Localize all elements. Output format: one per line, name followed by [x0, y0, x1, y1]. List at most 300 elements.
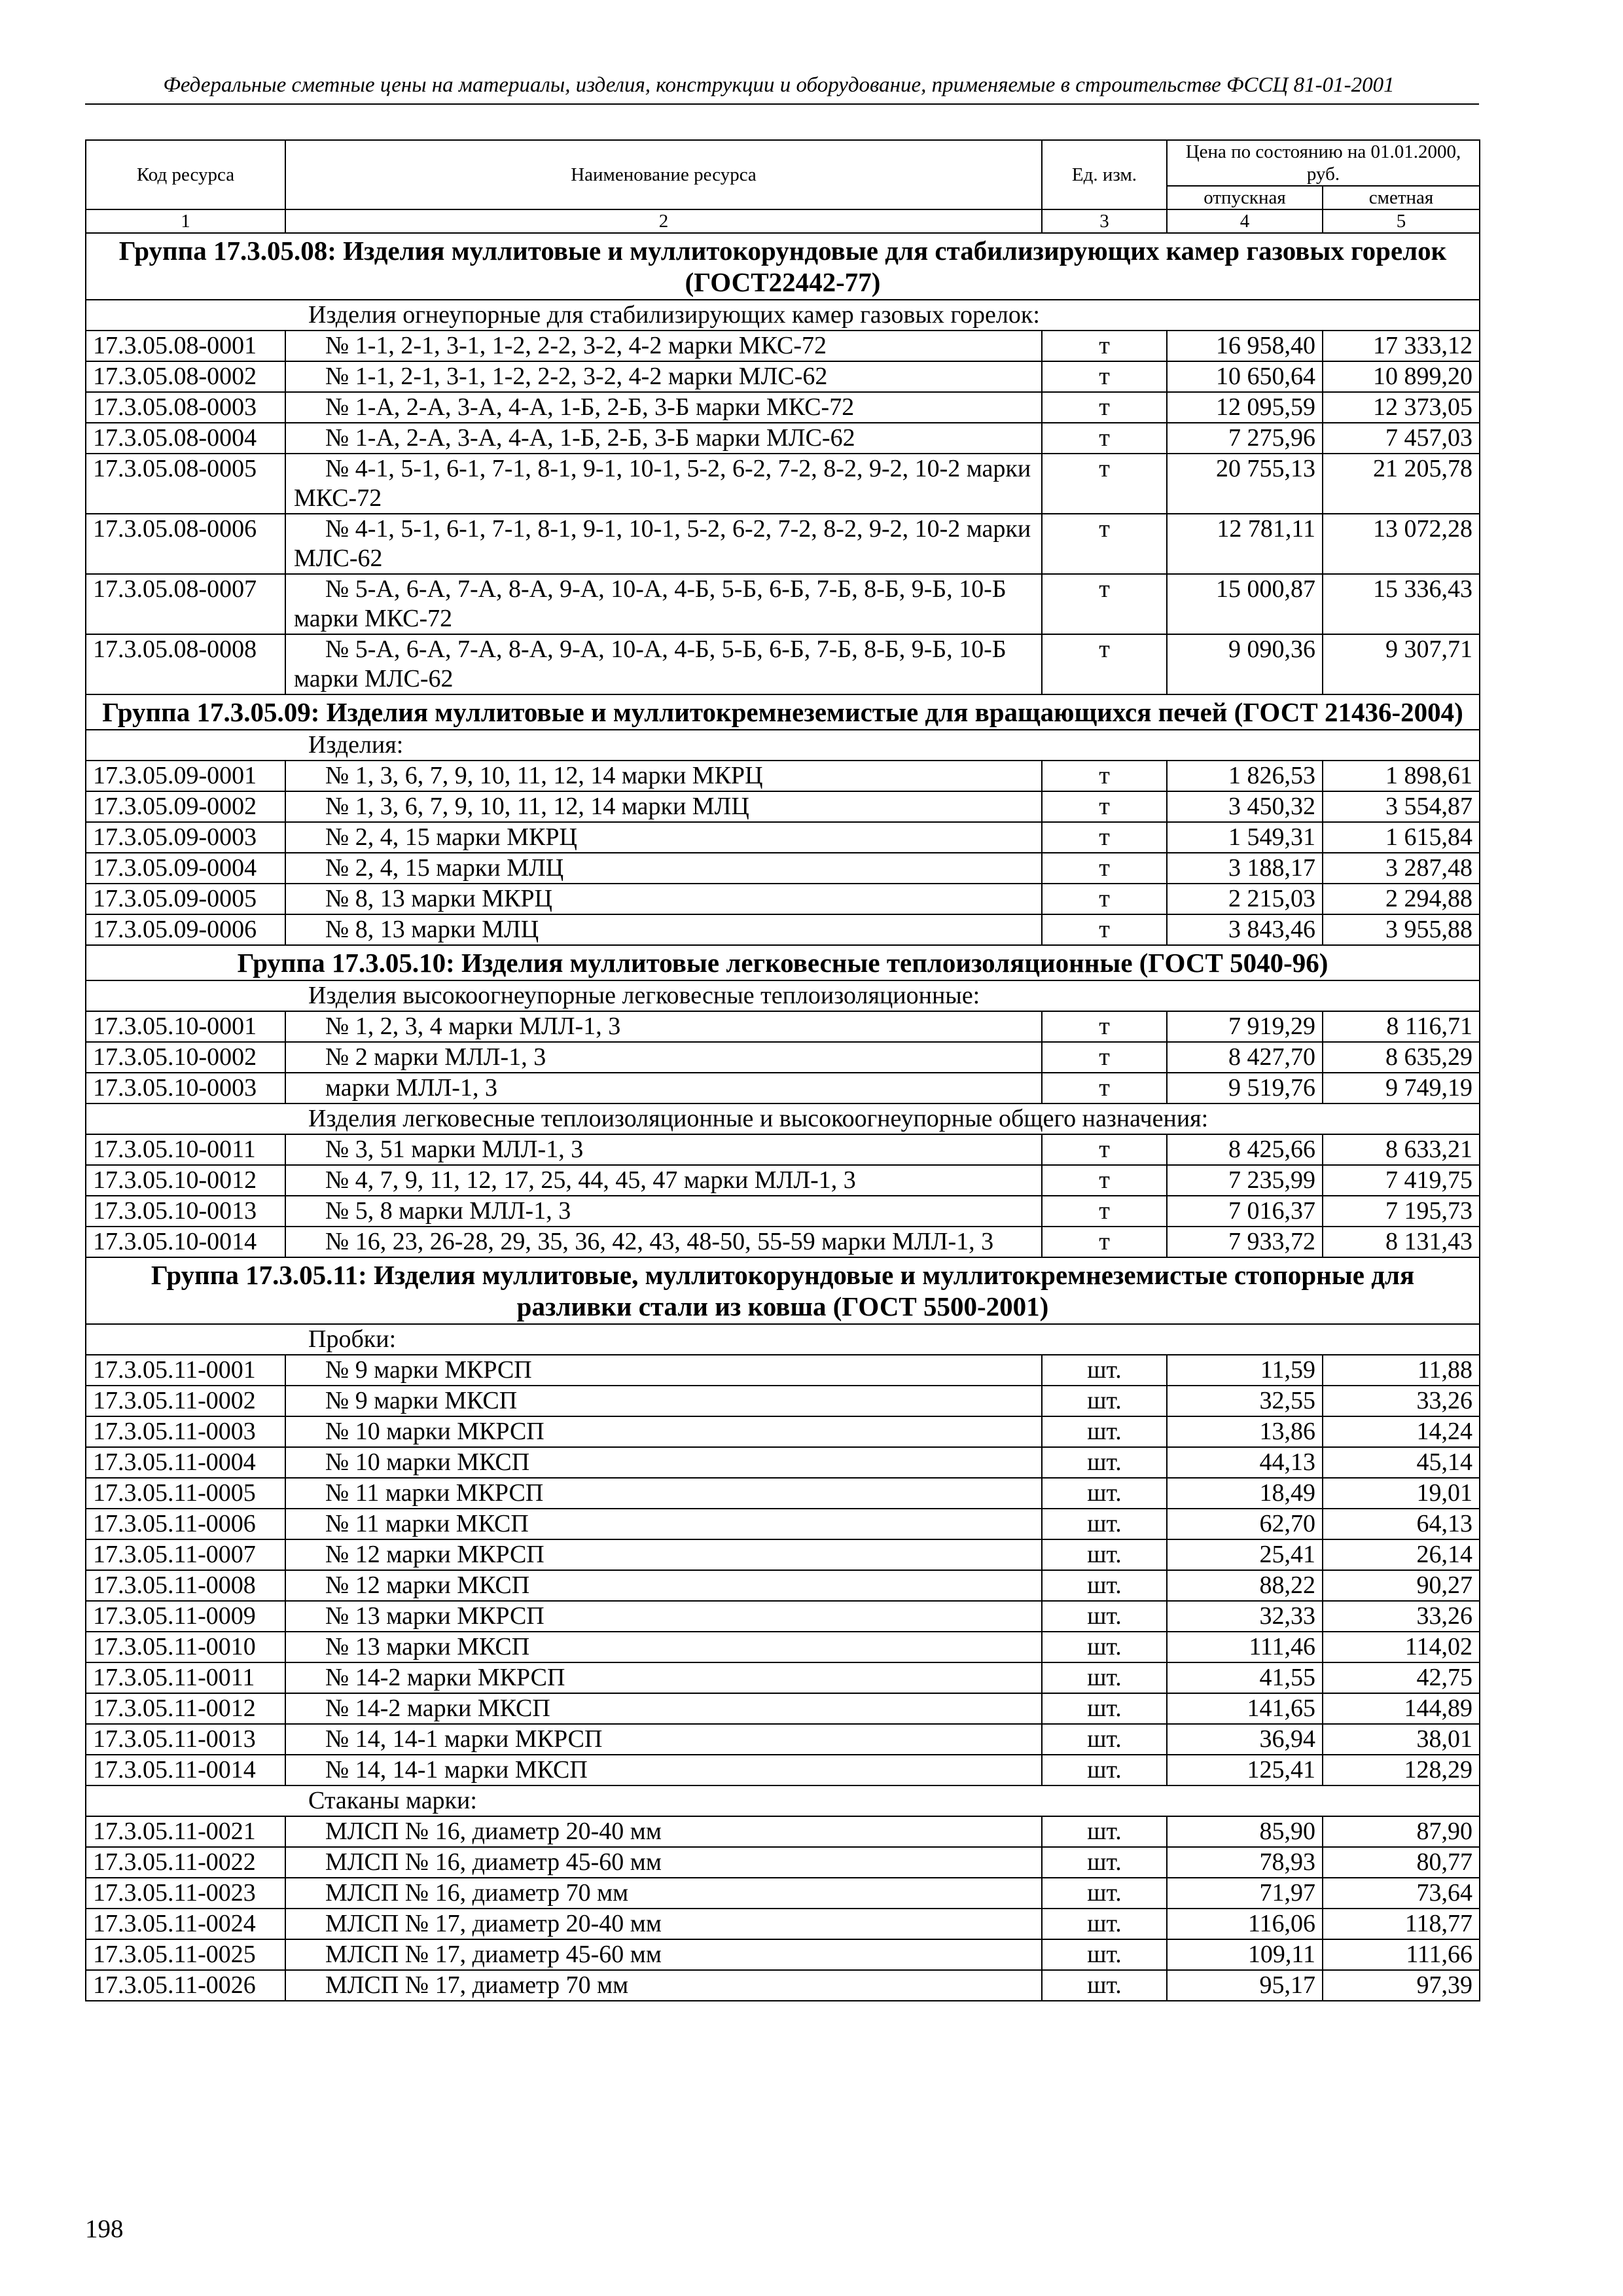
resource-name: [285, 514, 1042, 574]
resource-name-text: № 16, 23, 26-28, 29, 35, 36, 42, 43, 48-50, 55-59 марки МЛЛ-1, 3: [325, 1228, 994, 1255]
resource-code: 17.3.05.11-0008: [86, 1570, 285, 1601]
subgroup-spacer: [86, 980, 285, 1011]
release-price: 3 450,32: [1167, 791, 1323, 822]
table-row: [86, 1878, 1480, 1909]
table-row: [86, 361, 1480, 392]
resource-name-text: марки МЛЛ-1, 3: [325, 1074, 497, 1102]
group-title: Группа 17.3.05.08: Изделия муллитовые и муллитокорундовые для стабилизирующих камер газовых горелок (ГОСТ22442-77): [86, 233, 1480, 300]
estimate-price: 144,89: [1323, 1693, 1480, 1724]
table-row: [86, 1134, 1480, 1165]
subgroup-title: [285, 1324, 1480, 1355]
subgroup-title: [285, 1785, 1480, 1816]
resource-name: [285, 1386, 1042, 1416]
resource-name: [285, 1227, 1042, 1257]
resource-name: [285, 1632, 1042, 1662]
estimate-price: 8 633,21: [1323, 1134, 1480, 1165]
resource-name-text: № 14, 14-1 марки МКРСП: [325, 1725, 603, 1753]
page-number: 198: [85, 2215, 124, 2243]
resource-name-text: № 10 марки МКСП: [325, 1448, 530, 1476]
unit: шт.: [1042, 1447, 1167, 1478]
estimate-price: 118,77: [1323, 1909, 1480, 1939]
unit: шт.: [1042, 1601, 1167, 1632]
column-number: 5: [1323, 209, 1480, 233]
table-row: [86, 853, 1480, 884]
table-row: [86, 1662, 1480, 1693]
estimate-price: 114,02: [1323, 1632, 1480, 1662]
unit: т: [1042, 853, 1167, 884]
estimate-price: 64,13: [1323, 1509, 1480, 1539]
column-number: 2: [285, 209, 1042, 233]
resource-code: 17.3.05.11-0014: [86, 1755, 285, 1785]
resource-code: 17.3.05.11-0022: [86, 1847, 285, 1878]
release-price: 125,41: [1167, 1755, 1323, 1785]
unit: т: [1042, 1196, 1167, 1227]
unit: т: [1042, 574, 1167, 634]
price-table-body: [86, 233, 1480, 2001]
resource-name-text: № 1, 2, 3, 4 марки МЛЛ-1, 3: [325, 1013, 621, 1040]
column-header-release: отпускная: [1167, 186, 1323, 209]
unit: т: [1042, 884, 1167, 914]
group-row: [86, 1257, 1480, 1324]
estimate-price: 7 419,75: [1323, 1165, 1480, 1196]
group-row: [86, 694, 1480, 730]
subgroup-row: [86, 980, 1480, 1011]
page-header: Федеральные сметные цены на материалы, изделия, конструкции и оборудование, применяемые в строительстве ФССЦ 81-01-2001: [163, 73, 1395, 97]
estimate-price: 38,01: [1323, 1724, 1480, 1755]
release-price: 20 755,13: [1167, 454, 1323, 514]
subgroup-row: [86, 1324, 1480, 1355]
release-price: 16 958,40: [1167, 331, 1323, 361]
subgroup-spacer: [86, 1324, 285, 1355]
resource-code: 17.3.05.11-0021: [86, 1816, 285, 1847]
estimate-price: 8 131,43: [1323, 1227, 1480, 1257]
estimate-price: 87,90: [1323, 1816, 1480, 1847]
resource-code: 17.3.05.10-0012: [86, 1165, 285, 1196]
table-row: [86, 574, 1480, 634]
resource-name: [285, 1447, 1042, 1478]
resource-name-text: МЛСП № 16, диаметр 70 мм: [325, 1879, 629, 1907]
resource-name-text: № 2, 4, 15 марки МЛЦ: [325, 854, 564, 882]
table-row: [86, 392, 1480, 423]
unit: шт.: [1042, 1662, 1167, 1693]
release-price: 7 275,96: [1167, 423, 1323, 454]
table-row: [86, 1227, 1480, 1257]
resource-name-text: № 5-А, 6-А, 7-А, 8-А, 9-А, 10-А, 4-Б, 5-Б, 6-Б, 7-Б, 8-Б, 9-Б, 10-Б марки МКС-72: [294, 575, 1007, 632]
release-price: 7 919,29: [1167, 1011, 1323, 1042]
resource-name-text: № 14-2 марки МКСП: [325, 1695, 550, 1722]
resource-name-text: № 13 марки МКСП: [325, 1633, 530, 1660]
release-price: 78,93: [1167, 1847, 1323, 1878]
resource-code: 17.3.05.09-0002: [86, 791, 285, 822]
resource-code: 17.3.05.09-0003: [86, 822, 285, 853]
estimate-price: 11,88: [1323, 1355, 1480, 1386]
resource-name-text: № 9 марки МКСП: [325, 1387, 518, 1414]
estimate-price: 73,64: [1323, 1878, 1480, 1909]
resource-name-text: № 8, 13 марки МЛЦ: [325, 916, 539, 943]
table-row: [86, 1693, 1480, 1724]
unit: т: [1042, 361, 1167, 392]
release-price: 32,55: [1167, 1386, 1323, 1416]
resource-name-text: МЛСП № 17, диаметр 70 мм: [325, 1971, 629, 1999]
resource-code: 17.3.05.11-0026: [86, 1970, 285, 2001]
group-title: Группа 17.3.05.09: Изделия муллитовые и муллитокремнеземистые для вращающихся печей (ГОСТ 21436-2004): [86, 694, 1480, 730]
estimate-price: 9 307,71: [1323, 634, 1480, 694]
estimate-price: 3 955,88: [1323, 914, 1480, 945]
unit: шт.: [1042, 1478, 1167, 1509]
estimate-price: 8 116,71: [1323, 1011, 1480, 1042]
resource-name: [285, 791, 1042, 822]
estimate-price: 2 294,88: [1323, 884, 1480, 914]
release-price: 9 519,76: [1167, 1073, 1323, 1103]
estimate-price: 17 333,12: [1323, 331, 1480, 361]
table-row: [86, 884, 1480, 914]
unit: т: [1042, 454, 1167, 514]
resource-name: [285, 1509, 1042, 1539]
resource-name-text: № 3, 51 марки МЛЛ-1, 3: [325, 1136, 584, 1163]
unit: т: [1042, 1073, 1167, 1103]
resource-code: 17.3.05.11-0013: [86, 1724, 285, 1755]
table-row: [86, 423, 1480, 454]
estimate-price: 33,26: [1323, 1386, 1480, 1416]
resource-code: 17.3.05.10-0003: [86, 1073, 285, 1103]
resource-name-text: МЛСП № 17, диаметр 45-60 мм: [325, 1941, 662, 1968]
resource-name-text: МЛСП № 17, диаметр 20-40 мм: [325, 1910, 662, 1937]
resource-code: 17.3.05.08-0006: [86, 514, 285, 574]
table-row: [86, 1847, 1480, 1878]
table-row: [86, 822, 1480, 853]
release-price: 15 000,87: [1167, 574, 1323, 634]
estimate-price: 7 457,03: [1323, 423, 1480, 454]
release-price: 1 549,31: [1167, 822, 1323, 853]
table-row: [86, 761, 1480, 791]
estimate-price: 111,66: [1323, 1939, 1480, 1970]
resource-name: [285, 1570, 1042, 1601]
header-rule: [85, 103, 1479, 105]
resource-code: 17.3.05.09-0006: [86, 914, 285, 945]
unit: т: [1042, 514, 1167, 574]
table-row: [86, 1165, 1480, 1196]
resource-code: 17.3.05.10-0001: [86, 1011, 285, 1042]
resource-name-text: № 11 марки МКРСП: [325, 1479, 544, 1507]
resource-code: 17.3.05.09-0005: [86, 884, 285, 914]
subgroup-row: [86, 730, 1480, 761]
unit: шт.: [1042, 1724, 1167, 1755]
column-header-name: Наименование ресурса: [285, 140, 1042, 209]
estimate-price: 26,14: [1323, 1539, 1480, 1570]
estimate-price: 12 373,05: [1323, 392, 1480, 423]
table-row: [86, 1447, 1480, 1478]
resource-name-text: № 9 марки МКРСП: [325, 1356, 532, 1384]
resource-name-text: № 14-2 марки МКРСП: [325, 1664, 565, 1691]
subgroup-title-text: Пробки:: [308, 1325, 397, 1353]
resource-name-text: № 5-А, 6-А, 7-А, 8-А, 9-А, 10-А, 4-Б, 5-Б, 6-Б, 7-Б, 8-Б, 9-Б, 10-Б марки МЛС-62: [294, 636, 1007, 692]
estimate-price: 42,75: [1323, 1662, 1480, 1693]
estimate-price: 7 195,73: [1323, 1196, 1480, 1227]
group-row: [86, 945, 1480, 980]
resource-code: 17.3.05.09-0004: [86, 853, 285, 884]
column-header-code: Код ресурса: [86, 140, 285, 209]
resource-name: [285, 423, 1042, 454]
subgroup-title: [285, 300, 1480, 331]
resource-name: [285, 1724, 1042, 1755]
table-row: [86, 331, 1480, 361]
subgroup-title: [285, 1103, 1480, 1134]
unit: т: [1042, 791, 1167, 822]
resource-name: [285, 634, 1042, 694]
release-price: 12 095,59: [1167, 392, 1323, 423]
resource-code: 17.3.05.11-0009: [86, 1601, 285, 1632]
resource-code: 17.3.05.08-0002: [86, 361, 285, 392]
release-price: 8 425,66: [1167, 1134, 1323, 1165]
table-row: [86, 1355, 1480, 1386]
estimate-price: 10 899,20: [1323, 361, 1480, 392]
table-row: [86, 1509, 1480, 1539]
release-price: 62,70: [1167, 1509, 1323, 1539]
release-price: 12 781,11: [1167, 514, 1323, 574]
column-header-estimate: сметная: [1323, 186, 1480, 209]
table-row: [86, 1970, 1480, 2001]
group-title: Группа 17.3.05.10: Изделия муллитовые легковесные теплоизоляционные (ГОСТ 5040-96): [86, 945, 1480, 980]
resource-name: [285, 1196, 1042, 1227]
unit: т: [1042, 634, 1167, 694]
estimate-price: 1 898,61: [1323, 761, 1480, 791]
subgroup-title: [285, 730, 1480, 761]
resource-code: 17.3.05.10-0011: [86, 1134, 285, 1165]
resource-code: 17.3.05.11-0024: [86, 1909, 285, 1939]
unit: шт.: [1042, 1509, 1167, 1539]
estimate-price: 33,26: [1323, 1601, 1480, 1632]
resource-name: [285, 884, 1042, 914]
column-number: 4: [1167, 209, 1323, 233]
unit: шт.: [1042, 1355, 1167, 1386]
estimate-price: 9 749,19: [1323, 1073, 1480, 1103]
resource-name-text: № 1, 3, 6, 7, 9, 10, 11, 12, 14 марки МКРЦ: [325, 762, 763, 789]
resource-name: [285, 1755, 1042, 1785]
release-price: 109,11: [1167, 1939, 1323, 1970]
unit: т: [1042, 1011, 1167, 1042]
estimate-price: 90,27: [1323, 1570, 1480, 1601]
estimate-price: 14,24: [1323, 1416, 1480, 1447]
release-price: 7 235,99: [1167, 1165, 1323, 1196]
column-number: 3: [1042, 209, 1167, 233]
unit: т: [1042, 423, 1167, 454]
resource-name-text: № 12 марки МКРСП: [325, 1541, 544, 1568]
table-row: [86, 1632, 1480, 1662]
table-row: [86, 1386, 1480, 1416]
table-row: [86, 1478, 1480, 1509]
resource-code: 17.3.05.11-0002: [86, 1386, 285, 1416]
resource-code: 17.3.05.09-0001: [86, 761, 285, 791]
subgroup-row: [86, 300, 1480, 331]
table-row: [86, 914, 1480, 945]
resource-name: [285, 761, 1042, 791]
release-price: 8 427,70: [1167, 1042, 1323, 1073]
resource-name: [285, 361, 1042, 392]
unit: шт.: [1042, 1847, 1167, 1878]
release-price: 11,59: [1167, 1355, 1323, 1386]
unit: т: [1042, 822, 1167, 853]
resource-name-text: № 1, 3, 6, 7, 9, 10, 11, 12, 14 марки МЛЦ: [325, 793, 749, 820]
table-row: [86, 1570, 1480, 1601]
resource-name: [285, 914, 1042, 945]
unit: т: [1042, 1134, 1167, 1165]
subgroup-title-text: Стаканы марки:: [308, 1787, 477, 1814]
release-price: 10 650,64: [1167, 361, 1323, 392]
table-row: [86, 1196, 1480, 1227]
subgroup-spacer: [86, 300, 285, 331]
resource-code: 17.3.05.08-0007: [86, 574, 285, 634]
resource-name: [285, 1693, 1042, 1724]
release-price: 36,94: [1167, 1724, 1323, 1755]
unit: шт.: [1042, 1816, 1167, 1847]
unit: т: [1042, 1165, 1167, 1196]
unit: шт.: [1042, 1632, 1167, 1662]
resource-name-text: № 4, 7, 9, 11, 12, 17, 25, 44, 45, 47 марки МЛЛ-1, 3: [325, 1166, 856, 1194]
resource-code: 17.3.05.10-0014: [86, 1227, 285, 1257]
resource-name: [285, 1539, 1042, 1570]
resource-name: [285, 454, 1042, 514]
resource-name: [285, 1416, 1042, 1447]
unit: т: [1042, 914, 1167, 945]
release-price: 95,17: [1167, 1970, 1323, 2001]
subgroup-title: [285, 980, 1480, 1011]
unit: шт.: [1042, 1909, 1167, 1939]
group-row: [86, 233, 1480, 300]
subgroup-title-text: Изделия высокоогнеупорные легковесные теплоизоляционные:: [308, 982, 980, 1009]
unit: т: [1042, 392, 1167, 423]
resource-name-text: № 10 марки МКРСП: [325, 1418, 544, 1445]
subgroup-title-text: Изделия легковесные теплоизоляционные и высокоогнеупорные общего назначения:: [308, 1105, 1209, 1132]
estimate-price: 15 336,43: [1323, 574, 1480, 634]
resource-name: [285, 1073, 1042, 1103]
resource-code: 17.3.05.08-0008: [86, 634, 285, 694]
resource-name-text: № 4-1, 5-1, 6-1, 7-1, 8-1, 9-1, 10-1, 5-2, 6-2, 7-2, 8-2, 9-2, 10-2 марки МЛС-62: [294, 515, 1031, 572]
column-header-price: Цена по состоянию на 01.01.2000, руб.: [1167, 140, 1480, 186]
release-price: 3 188,17: [1167, 853, 1323, 884]
subgroup-spacer: [86, 1785, 285, 1816]
resource-name-text: № 8, 13 марки МКРЦ: [325, 885, 552, 912]
release-price: 3 843,46: [1167, 914, 1323, 945]
estimate-price: 13 072,28: [1323, 514, 1480, 574]
resource-name: [285, 331, 1042, 361]
resource-name: [285, 1601, 1042, 1632]
resource-code: 17.3.05.08-0001: [86, 331, 285, 361]
estimate-price: 128,29: [1323, 1755, 1480, 1785]
resource-name-text: № 1-А, 2-А, 3-А, 4-А, 1-Б, 2-Б, 3-Б марки МЛС-62: [325, 424, 855, 452]
subgroup-title-text: Изделия:: [308, 731, 404, 759]
subgroup-row: [86, 1785, 1480, 1816]
resource-code: 17.3.05.11-0006: [86, 1509, 285, 1539]
resource-name: [285, 1939, 1042, 1970]
unit: т: [1042, 761, 1167, 791]
table-row: [86, 1909, 1480, 1939]
release-price: 116,06: [1167, 1909, 1323, 1939]
release-price: 44,13: [1167, 1447, 1323, 1478]
unit: шт.: [1042, 1755, 1167, 1785]
resource-code: 17.3.05.11-0004: [86, 1447, 285, 1478]
resource-name-text: № 2, 4, 15 марки МКРЦ: [325, 823, 577, 851]
column-number: 1: [86, 209, 285, 233]
unit: т: [1042, 1042, 1167, 1073]
resource-name: [285, 822, 1042, 853]
estimate-price: 8 635,29: [1323, 1042, 1480, 1073]
unit: шт.: [1042, 1386, 1167, 1416]
resource-name: [285, 1355, 1042, 1386]
price-table: [85, 139, 1480, 2001]
release-price: 111,46: [1167, 1632, 1323, 1662]
resource-name-text: № 14, 14-1 марки МКСП: [325, 1756, 588, 1784]
column-header-unit: Ед. изм.: [1042, 140, 1167, 209]
unit: т: [1042, 1227, 1167, 1257]
estimate-price: 3 287,48: [1323, 853, 1480, 884]
resource-name: [285, 1909, 1042, 1939]
release-price: 7 016,37: [1167, 1196, 1323, 1227]
estimate-price: 21 205,78: [1323, 454, 1480, 514]
estimate-price: 3 554,87: [1323, 791, 1480, 822]
resource-code: 17.3.05.11-0023: [86, 1878, 285, 1909]
unit: шт.: [1042, 1970, 1167, 2001]
release-price: 1 826,53: [1167, 761, 1323, 791]
table-row: [86, 634, 1480, 694]
resource-code: 17.3.05.11-0005: [86, 1478, 285, 1509]
resource-name-text: № 5, 8 марки МЛЛ-1, 3: [325, 1197, 571, 1225]
unit: шт.: [1042, 1878, 1167, 1909]
subgroup-spacer: [86, 730, 285, 761]
resource-name: [285, 1134, 1042, 1165]
unit: шт.: [1042, 1416, 1167, 1447]
table-row: [86, 1011, 1480, 1042]
release-price: 88,22: [1167, 1570, 1323, 1601]
resource-name: [285, 1478, 1042, 1509]
table-row: [86, 1755, 1480, 1785]
resource-code: 17.3.05.08-0005: [86, 454, 285, 514]
release-price: 85,90: [1167, 1816, 1323, 1847]
group-title: Группа 17.3.05.11: Изделия муллитовые, муллитокорундовые и муллитокремнеземистые стопорные для разливки стали из ковша (ГОСТ 5500-2001): [86, 1257, 1480, 1324]
subgroup-title-text: Изделия огнеупорные для стабилизирующих камер газовых горелок:: [308, 301, 1040, 329]
resource-name-text: № 2 марки МЛЛ-1, 3: [325, 1043, 546, 1071]
release-price: 2 215,03: [1167, 884, 1323, 914]
resource-code: 17.3.05.11-0012: [86, 1693, 285, 1724]
release-price: 25,41: [1167, 1539, 1323, 1570]
estimate-price: 45,14: [1323, 1447, 1480, 1478]
release-price: 71,97: [1167, 1878, 1323, 1909]
resource-code: 17.3.05.08-0004: [86, 423, 285, 454]
resource-name-text: № 1-А, 2-А, 3-А, 4-А, 1-Б, 2-Б, 3-Б марки МКС-72: [325, 393, 855, 421]
estimate-price: 1 615,84: [1323, 822, 1480, 853]
table-row: [86, 454, 1480, 514]
unit: шт.: [1042, 1570, 1167, 1601]
unit: шт.: [1042, 1939, 1167, 1970]
unit: т: [1042, 331, 1167, 361]
resource-name: [285, 853, 1042, 884]
estimate-price: 19,01: [1323, 1478, 1480, 1509]
resource-name-text: МЛСП № 16, диаметр 20-40 мм: [325, 1818, 662, 1845]
resource-code: 17.3.05.11-0011: [86, 1662, 285, 1693]
unit: шт.: [1042, 1693, 1167, 1724]
resource-name: [285, 1165, 1042, 1196]
resource-name: [285, 1816, 1042, 1847]
resource-code: 17.3.05.11-0001: [86, 1355, 285, 1386]
table-row: [86, 1939, 1480, 1970]
release-price: 7 933,72: [1167, 1227, 1323, 1257]
resource-name: [285, 574, 1042, 634]
resource-name: [285, 1878, 1042, 1909]
subgroup-row: [86, 1103, 1480, 1134]
table-row: [86, 1042, 1480, 1073]
release-price: 32,33: [1167, 1601, 1323, 1632]
resource-name-text: № 11 марки МКСП: [325, 1510, 529, 1537]
release-price: 41,55: [1167, 1662, 1323, 1693]
